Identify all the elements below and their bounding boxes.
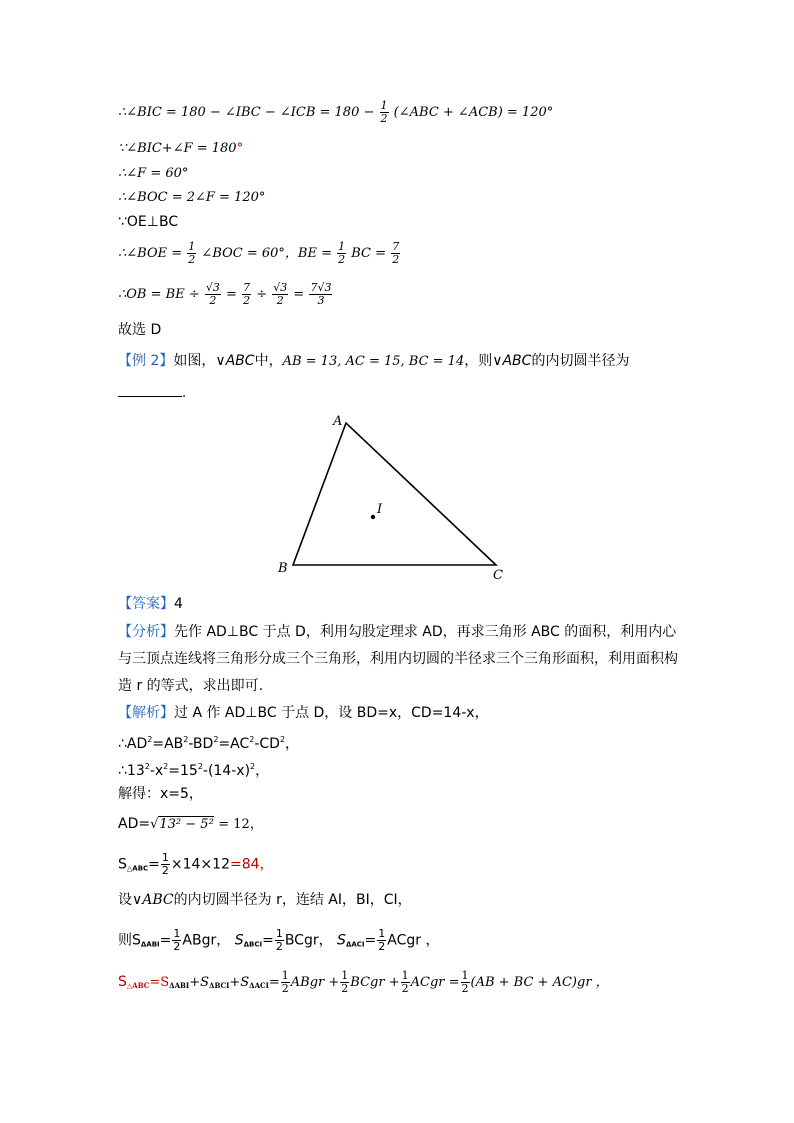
fraction-half: $\frac{1}{2}$ (461, 969, 469, 995)
fraction-seven-halves: $\frac{7}{2}$ (243, 281, 251, 307)
solution-line-8: 则$S_{\Delta ABI}=$ $\frac{1}{2}$ ABgr， $S_{\Delta BCI}=$ $\frac{1}{2}$ BCgr， $S_{\Delta ACI}=$ $\frac{1}{2}$ ACgr ， (118, 927, 440, 953)
answer-value: 4 (174, 596, 183, 612)
solution-line-7: 设∨ABC的内切圆半径为 r，连结 AI，BI，CI， (118, 892, 412, 908)
step-line-2: ∵∠BIC+∠F = 180° (118, 141, 244, 156)
incenter-point (371, 515, 375, 519)
fraction-half: $\frac{1}{2}$ (281, 969, 289, 995)
triangle-abc (293, 423, 496, 565)
step-line-3: ∴∠F = 60° (118, 166, 189, 181)
answer-blank (118, 382, 182, 397)
solution-tag: 【解析】 (118, 705, 174, 721)
fraction-sqrt3-over-2: $\frac{√3}{2}$ (273, 281, 288, 307)
fraction-seven-halves: $\frac{7}{2}$ (392, 240, 400, 266)
analysis-line-2: 与三顶点连线将三角形分成三个三角形，利用内切圆的半径求三个三角形面积，利用面积构 (118, 651, 678, 667)
degree-mark: ° (236, 141, 244, 156)
solution-line-9: $S_{\triangle ABC}=S_{\Delta ABI}+S_{\Delta BCI}+S_{\Delta ACI}=$ $\frac{1}{2}$ ABgr + $\frac{1}{2}$ BCgr + $\frac{1}{2}$ ACgr = $\frac{1}{2}$ (AB + BC + AC)gr ， (118, 969, 609, 995)
incenter-label: I (377, 502, 383, 517)
analysis-line-3: 造 r 的等式，求出即可. (118, 678, 264, 694)
solution-line-6: $S_{\triangle ABC}=$ $\frac{1}{2}$ ×14×12=84， (118, 851, 274, 877)
solution-line-1: 【解析】过 A 作 AD⊥BC 于点 D，设 BD=x，CD=14-x， (118, 705, 489, 721)
fraction-half: $\frac{1}{2}$ (380, 99, 388, 125)
step-line-7: ∴OB = BE ÷ $\frac{√3}{2}$ = $\frac{7}{2}$ ÷ $\frac{√3}{2}$ = $\frac{7√3}{3}$ (118, 281, 332, 307)
answer-blank-line: . (118, 382, 186, 404)
fraction-half: $\frac{1}{2}$ (378, 927, 386, 953)
analysis-line-1: 【分析】先作 AD⊥BC 于点 D，利用勾股定理求 AD，再求三角形 ABC 的面积，利用内心 (118, 624, 677, 640)
fraction-half: $\frac{1}{2}$ (341, 969, 349, 995)
solution-line-3: $\therefore 13^2-x^2=15^2-(14-x)^2$， (118, 762, 270, 779)
answer-tag: 【答案】 (118, 596, 174, 612)
example-tag: 【例 2】 (118, 353, 174, 369)
fraction-sqrt3-over-2: $\frac{√3}{2}$ (205, 281, 220, 307)
solution-line-5: AD=√13² − 5² = 12， (118, 816, 263, 832)
step-line-4: ∴∠BOC = 2∠F = 120° (118, 190, 266, 205)
step-1-left: ∴∠BIC = 180 − ∠IBC − ∠ICB = 180 − (118, 105, 375, 120)
fraction-result: $\frac{7√3}{3}$ (310, 281, 332, 307)
fraction-half: $\frac{1}{2}$ (275, 927, 283, 953)
step-line-5: ∵OE⊥BC (118, 214, 179, 230)
fraction-half: $\frac{1}{2}$ (173, 927, 181, 953)
vertex-label-b: B (278, 561, 288, 576)
choice-line: 故选 D (118, 322, 162, 338)
solution-line-4: 解得：x=5， (118, 786, 203, 802)
step-line-6: ∴∠BOE = $\frac{1}{2}$ ∠BOC = 60°，BE = $\frac{1}{2}$ BC = $\frac{7}{2}$ (118, 240, 400, 266)
vertex-label-c: C (493, 568, 503, 583)
step-line-1 (118, 100, 553, 125)
fraction-half: $\frac{1}{2}$ (188, 240, 196, 266)
analysis-tag: 【分析】 (118, 624, 174, 640)
example-2-statement: 【例 2】如图，∨ABC中，AB = 13, AC = 15, BC = 14，则∨ABC的内切圆半径为 (118, 353, 630, 369)
vertex-label-a: A (333, 414, 343, 429)
solution-line-2: $\therefore AD^2=AB^2-BD^2=AC^2-CD^2$， (118, 735, 300, 752)
answer-line (118, 594, 183, 614)
step-1-right: (∠ABC + ∠ACB) = 120° (393, 105, 554, 120)
fraction-half: $\frac{1}{2}$ (161, 851, 169, 877)
fraction-half: $\frac{1}{2}$ (401, 969, 409, 995)
fraction-half: $\frac{1}{2}$ (338, 240, 346, 266)
triangle-figure (270, 408, 520, 588)
